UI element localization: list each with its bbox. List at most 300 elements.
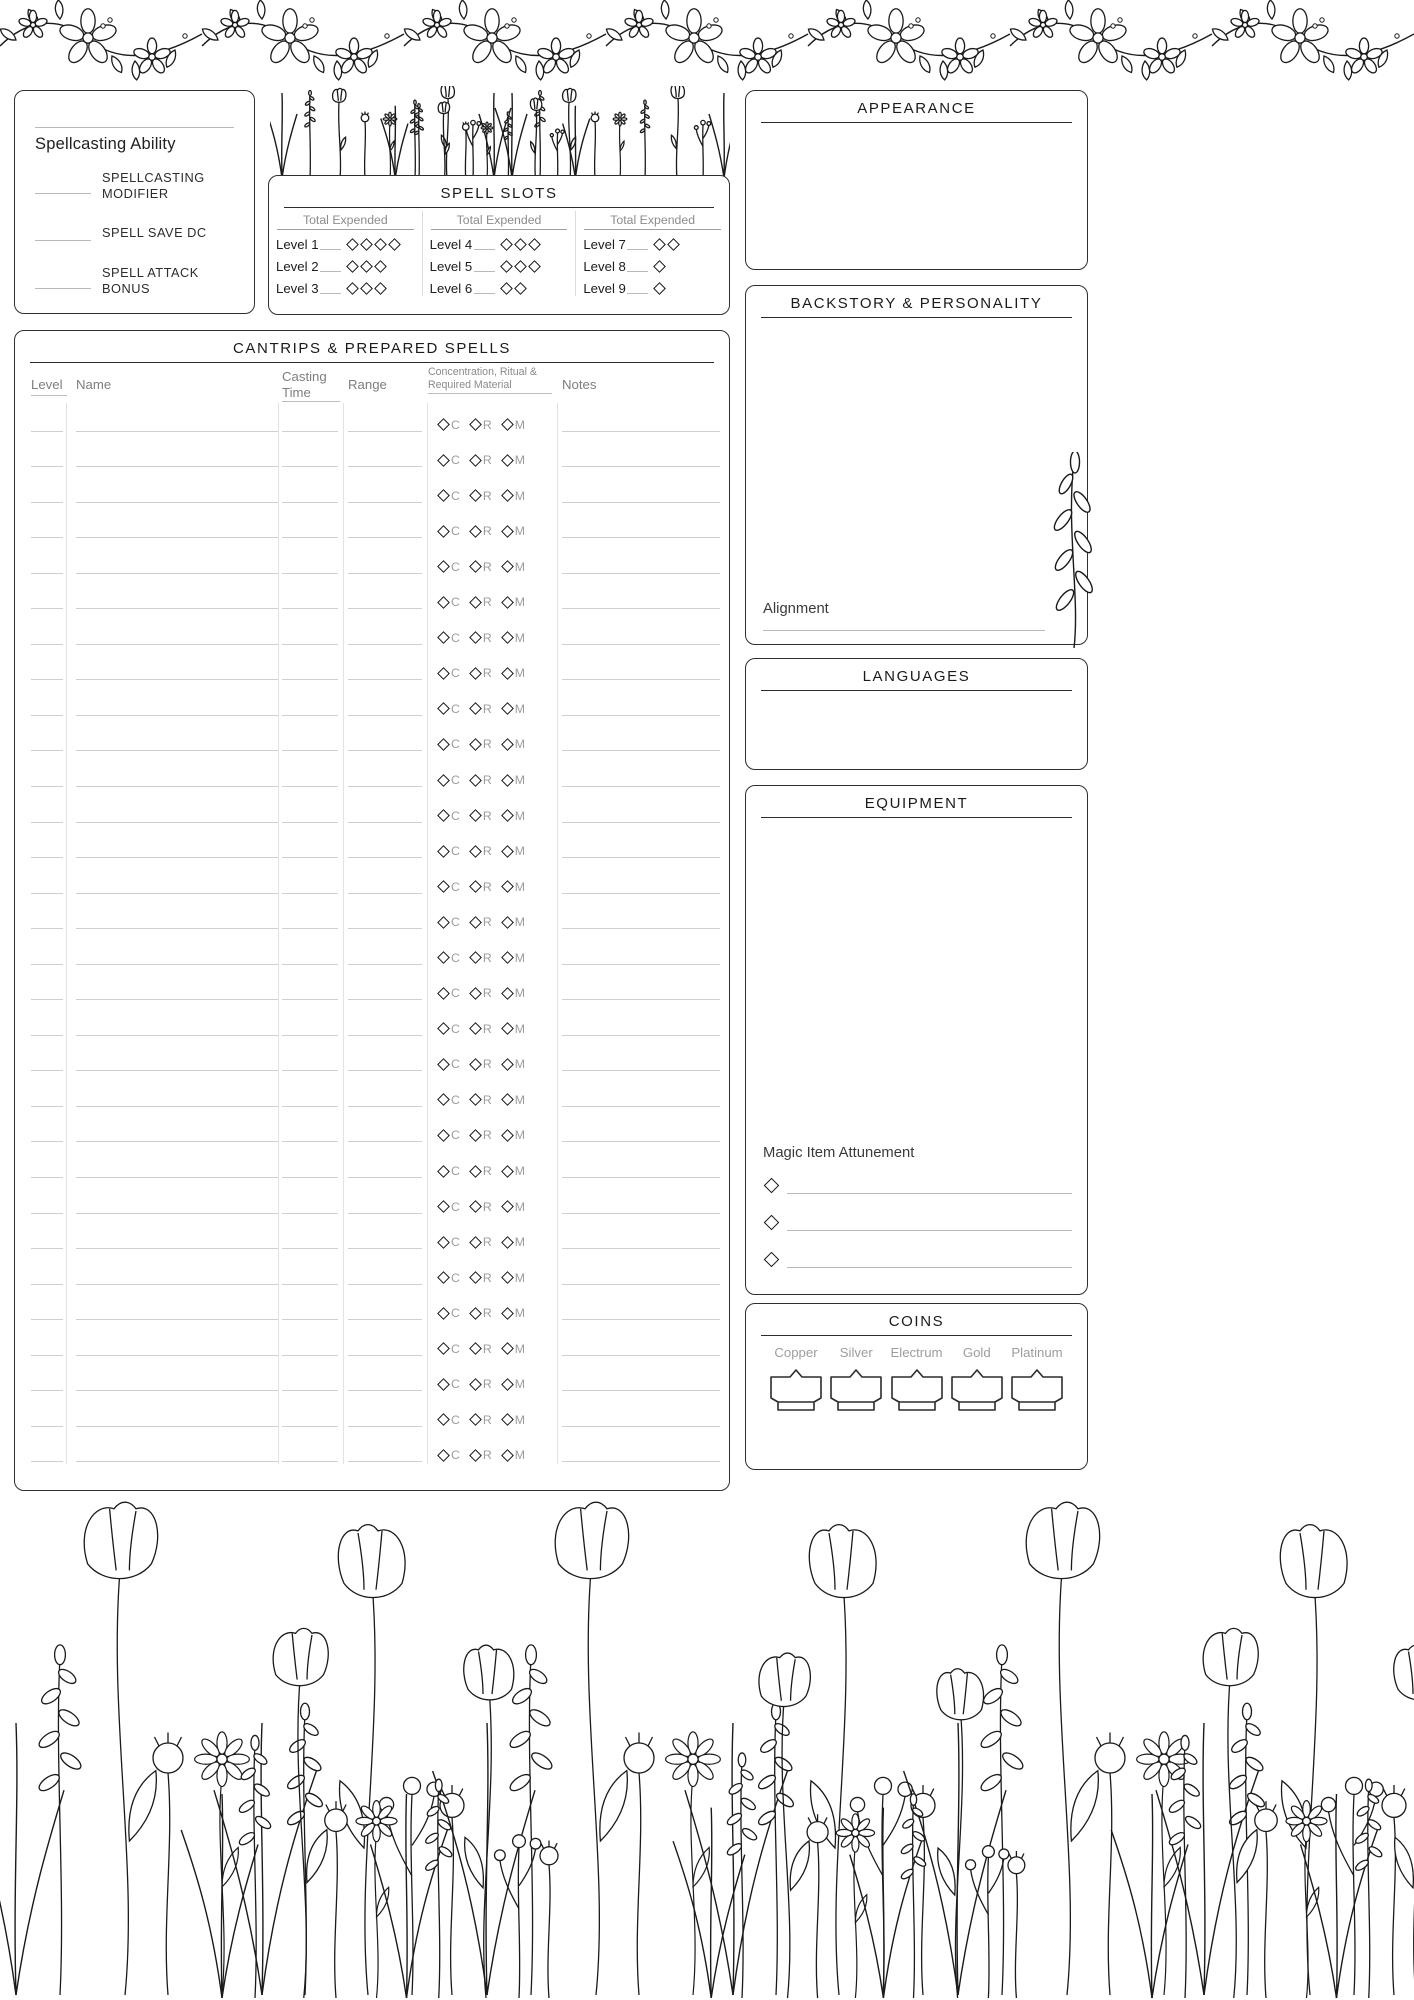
notes-input-line[interactable] — [562, 1176, 720, 1178]
ritual-checkbox[interactable] — [471, 1164, 492, 1178]
concentration-checkbox[interactable] — [439, 1271, 460, 1285]
concentration-checkbox[interactable] — [439, 737, 460, 751]
range-input-line[interactable] — [348, 1105, 422, 1107]
notes-input-line[interactable] — [562, 998, 720, 1000]
attunement-input-line[interactable] — [787, 1215, 1072, 1231]
spell-level-input-line[interactable] — [31, 749, 63, 751]
concentration-checkbox[interactable] — [439, 1306, 460, 1320]
range-input-line[interactable] — [348, 465, 422, 467]
spell-name-input-line[interactable] — [76, 1283, 278, 1285]
casting-time-input-line[interactable] — [282, 430, 338, 432]
spell-name-input-line[interactable] — [76, 1425, 278, 1427]
range-input-line[interactable] — [348, 1140, 422, 1142]
level-9-expended-line[interactable] — [627, 283, 648, 294]
material-checkbox[interactable] — [503, 1164, 525, 1178]
range-input-line[interactable] — [348, 501, 422, 503]
spell-level-input-line[interactable] — [31, 1212, 63, 1214]
alignment-label: Alignment — [763, 601, 829, 617]
casting-time-input-line[interactable] — [282, 1176, 338, 1178]
casting-time-input-line[interactable] — [282, 963, 338, 965]
concentration-checkbox[interactable] — [439, 1128, 460, 1142]
concentration-checkbox[interactable] — [439, 560, 460, 574]
notes-input-line[interactable] — [562, 643, 720, 645]
slot-diamond-icon[interactable] — [388, 238, 401, 251]
concentration-checkbox[interactable] — [439, 595, 460, 609]
ritual-checkbox[interactable] — [471, 1448, 492, 1462]
spell-name-input-line[interactable] — [76, 430, 278, 432]
material-checkbox[interactable] — [503, 1022, 525, 1036]
alignment-input-line[interactable] — [763, 630, 1045, 631]
material-checkbox[interactable] — [503, 951, 525, 965]
ritual-checkbox[interactable] — [471, 1271, 492, 1285]
ritual-checkbox[interactable] — [471, 560, 492, 574]
concentration-checkbox[interactable] — [439, 844, 460, 858]
range-input-line[interactable] — [348, 1212, 422, 1214]
slot-diamond-icon[interactable] — [528, 238, 541, 251]
material-letter: M — [514, 630, 526, 645]
attunement-diamond-checkbox[interactable] — [764, 1215, 780, 1231]
range-input-line[interactable] — [348, 1176, 422, 1178]
spell-save-dc-input-line[interactable] — [35, 225, 91, 241]
spell-name-input-line[interactable] — [76, 1105, 278, 1107]
material-checkbox[interactable] — [503, 595, 525, 609]
spell-level-input-line[interactable] — [31, 1283, 63, 1285]
notes-input-line[interactable] — [562, 714, 720, 716]
casting-time-input-line[interactable] — [282, 1318, 338, 1320]
casting-time-input-line[interactable] — [282, 998, 338, 1000]
coin-pouch-icon[interactable] — [768, 1367, 824, 1413]
level-7-expended-line[interactable] — [627, 239, 648, 250]
material-checkbox[interactable] — [503, 1128, 525, 1142]
concentration-checkbox[interactable] — [439, 1022, 460, 1036]
notes-input-line[interactable] — [562, 927, 720, 929]
range-input-line[interactable] — [348, 856, 422, 858]
slot-diamond-icon[interactable] — [514, 238, 527, 251]
spell-name-input-line[interactable] — [76, 1354, 278, 1356]
casting-time-input-line[interactable] — [282, 1212, 338, 1214]
spell-level-input-line[interactable] — [31, 1354, 63, 1356]
slot-diamond-icon[interactable] — [346, 282, 359, 295]
spell-level-input-line[interactable] — [31, 430, 63, 432]
range-input-line[interactable] — [348, 1389, 422, 1391]
ritual-checkbox[interactable] — [471, 702, 492, 716]
casting-time-input-line[interactable] — [282, 892, 338, 894]
spell-level-input-line[interactable] — [31, 963, 63, 965]
notes-input-line[interactable] — [562, 1425, 720, 1427]
spell-level-input-line[interactable] — [31, 1460, 63, 1462]
notes-input-line[interactable] — [562, 892, 720, 894]
level-1-expended-line[interactable] — [320, 239, 341, 250]
casting-time-input-line[interactable] — [282, 678, 338, 680]
spell-level-input-line[interactable] — [31, 1034, 63, 1036]
spell-level-input-line[interactable] — [31, 1318, 63, 1320]
slot-diamond-icon[interactable] — [514, 260, 527, 273]
casting-time-input-line[interactable] — [282, 1140, 338, 1142]
concentration-checkbox[interactable] — [439, 1093, 460, 1107]
material-checkbox[interactable] — [503, 631, 525, 645]
spell-level-input-line[interactable] — [31, 821, 63, 823]
casting-time-input-line[interactable] — [282, 1069, 338, 1071]
concentration-checkbox[interactable] — [439, 809, 460, 823]
concentration-checkbox[interactable] — [439, 418, 460, 432]
spell-level-input-line[interactable] — [31, 678, 63, 680]
ritual-checkbox[interactable] — [471, 1342, 492, 1356]
material-checkbox[interactable] — [503, 666, 525, 680]
material-checkbox[interactable] — [503, 453, 525, 467]
spell-name-input-line[interactable] — [76, 572, 278, 574]
material-checkbox[interactable] — [503, 1306, 525, 1320]
spell-level-input-line[interactable] — [31, 643, 63, 645]
slot-diamond-icon[interactable] — [360, 282, 373, 295]
ritual-checkbox[interactable] — [471, 951, 492, 965]
spell-name-input-line[interactable] — [76, 821, 278, 823]
slot-diamond-icon[interactable] — [653, 238, 666, 251]
level-8-expended-line[interactable] — [627, 261, 648, 272]
spellcasting-ability-input-line[interactable] — [35, 127, 234, 128]
spell-level-input-line[interactable] — [31, 1425, 63, 1427]
slot-diamond-icon[interactable] — [360, 260, 373, 273]
spell-name-input-line[interactable] — [76, 963, 278, 965]
slot-diamond-icon[interactable] — [374, 260, 387, 273]
notes-input-line[interactable] — [562, 572, 720, 574]
notes-input-line[interactable] — [562, 1069, 720, 1071]
range-input-line[interactable] — [348, 572, 422, 574]
material-checkbox[interactable] — [503, 1093, 525, 1107]
notes-input-line[interactable] — [562, 856, 720, 858]
spell-name-input-line[interactable] — [76, 1389, 278, 1391]
spell-slots-column-3 — [575, 211, 729, 296]
spell-name-input-line[interactable] — [76, 465, 278, 467]
spell-level-input-line[interactable] — [31, 1389, 63, 1391]
slot-diamond-icon[interactable] — [514, 282, 527, 295]
range-input-line[interactable] — [348, 1283, 422, 1285]
material-checkbox[interactable] — [503, 418, 525, 432]
concentration-checkbox[interactable] — [439, 1164, 460, 1178]
spell-name-input-line[interactable] — [76, 785, 278, 787]
level-6-expended-line[interactable] — [474, 283, 495, 294]
casting-time-input-line[interactable] — [282, 1105, 338, 1107]
spell-level-input-line[interactable] — [31, 1247, 63, 1249]
languages-write-area[interactable] — [756, 705, 1077, 761]
casting-time-input-line[interactable] — [282, 856, 338, 858]
ritual-checkbox[interactable] — [471, 489, 492, 503]
range-input-line[interactable] — [348, 749, 422, 751]
casting-time-input-line[interactable] — [282, 607, 338, 609]
level-4-slot-diamonds — [502, 240, 539, 249]
equipment-write-area[interactable] — [756, 832, 1077, 1134]
notes-input-line[interactable] — [562, 821, 720, 823]
concentration-checkbox[interactable] — [439, 702, 460, 716]
concentration-checkbox[interactable] — [439, 666, 460, 680]
slot-diamond-icon[interactable] — [346, 238, 359, 251]
casting-time-input-line[interactable] — [282, 1354, 338, 1356]
range-input-line[interactable] — [348, 678, 422, 680]
spell-level-input-line[interactable] — [31, 998, 63, 1000]
spell-level-input-line[interactable] — [31, 785, 63, 787]
spell-name-input-line[interactable] — [76, 1212, 278, 1214]
notes-input-line[interactable] — [562, 536, 720, 538]
range-input-line[interactable] — [348, 785, 422, 787]
spell-level-input-line[interactable] — [31, 501, 63, 503]
casting-time-input-line[interactable] — [282, 1283, 338, 1285]
spell-level-input-line[interactable] — [31, 607, 63, 609]
range-input-line[interactable] — [348, 1069, 422, 1071]
spell-level-input-line[interactable] — [31, 1140, 63, 1142]
casting-time-input-line[interactable] — [282, 1247, 338, 1249]
level-5-expended-line[interactable] — [474, 261, 495, 272]
spell-row — [15, 1398, 729, 1434]
spell-name-input-line[interactable] — [76, 643, 278, 645]
concentration-checkbox[interactable] — [439, 986, 460, 1000]
spell-name-input-line[interactable] — [76, 1247, 278, 1249]
ritual-checkbox[interactable] — [471, 844, 492, 858]
spell-name-input-line[interactable] — [76, 678, 278, 680]
concentration-checkbox[interactable] — [439, 951, 460, 965]
slot-diamond-icon[interactable] — [528, 260, 541, 273]
slot-diamond-icon[interactable] — [500, 260, 513, 273]
range-input-line[interactable] — [348, 963, 422, 965]
casting-time-input-line[interactable] — [282, 536, 338, 538]
casting-time-input-line[interactable] — [282, 749, 338, 751]
ritual-checkbox[interactable] — [471, 1200, 492, 1214]
ritual-checkbox[interactable] — [471, 1057, 492, 1071]
spell-name-input-line[interactable] — [76, 536, 278, 538]
notes-input-line[interactable] — [562, 678, 720, 680]
casting-time-input-line[interactable] — [282, 927, 338, 929]
notes-input-line[interactable] — [562, 430, 720, 432]
ritual-checkbox[interactable] — [471, 1128, 492, 1142]
notes-input-line[interactable] — [562, 1389, 720, 1391]
concentration-checkbox[interactable] — [439, 489, 460, 503]
spell-name-input-line[interactable] — [76, 856, 278, 858]
spell-name-input-line[interactable] — [76, 501, 278, 503]
material-checkbox[interactable] — [503, 1377, 525, 1391]
range-input-line[interactable] — [348, 1318, 422, 1320]
range-input-line[interactable] — [348, 1354, 422, 1356]
notes-input-line[interactable] — [562, 1354, 720, 1356]
concentration-checkbox[interactable] — [439, 1342, 460, 1356]
spell-name-input-line[interactable] — [76, 1176, 278, 1178]
material-checkbox[interactable] — [503, 489, 525, 503]
casting-time-input-line[interactable] — [282, 572, 338, 574]
concentration-letter: C — [451, 524, 460, 539]
spell-attack-bonus-input-line[interactable] — [35, 273, 91, 289]
ritual-checkbox[interactable] — [471, 418, 492, 432]
notes-input-line[interactable] — [562, 1212, 720, 1214]
slot-diamond-icon[interactable] — [374, 282, 387, 295]
range-input-line[interactable] — [348, 1425, 422, 1427]
casting-time-input-line[interactable] — [282, 643, 338, 645]
casting-time-input-line[interactable] — [282, 1460, 338, 1462]
range-input-line[interactable] — [348, 1034, 422, 1036]
concentration-checkbox[interactable] — [439, 1448, 460, 1462]
concentration-checkbox[interactable] — [439, 1413, 460, 1427]
ritual-checkbox[interactable] — [471, 809, 492, 823]
casting-time-input-line[interactable] — [282, 821, 338, 823]
spell-name-input-line[interactable] — [76, 1034, 278, 1036]
concentration-checkbox[interactable] — [439, 631, 460, 645]
range-input-line[interactable] — [348, 927, 422, 929]
slot-diamond-icon[interactable] — [360, 238, 373, 251]
spell-level-input-line[interactable] — [31, 572, 63, 574]
notes-input-line[interactable] — [562, 749, 720, 751]
spell-level-input-line[interactable] — [31, 927, 63, 929]
attunement-input-line[interactable] — [787, 1178, 1072, 1194]
notes-input-line[interactable] — [562, 1460, 720, 1462]
concentration-checkbox[interactable] — [439, 773, 460, 787]
notes-input-line[interactable] — [562, 607, 720, 609]
spell-name-input-line[interactable] — [76, 998, 278, 1000]
spell-name-input-line[interactable] — [76, 714, 278, 716]
spell-name-input-line[interactable] — [76, 749, 278, 751]
ritual-checkbox[interactable] — [471, 1022, 492, 1036]
notes-input-line[interactable] — [562, 1105, 720, 1107]
casting-time-input-line[interactable] — [282, 785, 338, 787]
material-checkbox[interactable] — [503, 702, 525, 716]
range-input-line[interactable] — [348, 998, 422, 1000]
attunement-diamond-checkbox[interactable] — [764, 1252, 780, 1268]
coin-pouch-icon[interactable] — [1009, 1367, 1065, 1413]
range-input-line[interactable] — [348, 1460, 422, 1462]
material-checkbox[interactable] — [503, 560, 525, 574]
material-checkbox[interactable] — [503, 915, 525, 929]
spell-level-input-line[interactable] — [31, 892, 63, 894]
slot-diamond-icon[interactable] — [346, 260, 359, 273]
notes-input-line[interactable] — [562, 785, 720, 787]
notes-input-line[interactable] — [562, 465, 720, 467]
concentration-checkbox[interactable] — [439, 1200, 460, 1214]
spell-level-input-line[interactable] — [31, 1105, 63, 1107]
spell-level-input-line[interactable] — [31, 714, 63, 716]
notes-input-line[interactable] — [562, 1034, 720, 1036]
spell-level-input-line[interactable] — [31, 536, 63, 538]
ritual-checkbox[interactable] — [471, 1377, 492, 1391]
material-checkbox[interactable] — [503, 1448, 525, 1462]
concentration-checkbox[interactable] — [439, 1057, 460, 1071]
level-3-slot-diamonds — [348, 284, 385, 293]
slot-diamond-icon[interactable] — [500, 282, 513, 295]
spell-level-input-line[interactable] — [31, 1069, 63, 1071]
material-checkbox[interactable] — [503, 737, 525, 751]
concentration-checkbox[interactable] — [439, 1235, 460, 1249]
level-2-expended-line[interactable] — [320, 261, 341, 272]
material-checkbox[interactable] — [503, 1342, 525, 1356]
attunement-input-line[interactable] — [787, 1252, 1072, 1268]
slot-diamond-icon[interactable] — [500, 238, 513, 251]
spell-name-input-line[interactable] — [76, 1140, 278, 1142]
material-checkbox[interactable] — [503, 773, 525, 787]
range-input-line[interactable] — [348, 821, 422, 823]
slot-diamond-icon[interactable] — [653, 260, 666, 273]
coin-pouch-icon[interactable] — [889, 1367, 945, 1413]
notes-input-line[interactable] — [562, 1318, 720, 1320]
spellcasting-modifier-input-line[interactable] — [35, 178, 91, 194]
notes-input-line[interactable] — [562, 1140, 720, 1142]
notes-input-line[interactable] — [562, 501, 720, 503]
casting-time-input-line[interactable] — [282, 1034, 338, 1036]
ritual-checkbox[interactable] — [471, 737, 492, 751]
notes-input-line[interactable] — [562, 963, 720, 965]
casting-time-input-line[interactable] — [282, 501, 338, 503]
casting-time-input-line[interactable] — [282, 1425, 338, 1427]
ritual-checkbox[interactable] — [471, 631, 492, 645]
material-checkbox[interactable] — [503, 880, 525, 894]
concentration-checkbox[interactable] — [439, 524, 460, 538]
range-input-line[interactable] — [348, 892, 422, 894]
concentration-checkbox[interactable] — [439, 880, 460, 894]
material-checkbox[interactable] — [503, 1235, 525, 1249]
ritual-checkbox[interactable] — [471, 1413, 492, 1427]
material-checkbox[interactable] — [503, 1413, 525, 1427]
ritual-checkbox[interactable] — [471, 1235, 492, 1249]
spell-name-input-line[interactable] — [76, 1069, 278, 1071]
level-4-expended-line[interactable] — [474, 239, 495, 250]
range-input-line[interactable] — [348, 430, 422, 432]
attunement-diamond-checkbox[interactable] — [764, 1178, 780, 1194]
range-input-line[interactable] — [348, 1247, 422, 1249]
slot-row-level-2 — [276, 259, 415, 274]
concentration-checkbox[interactable] — [439, 1377, 460, 1391]
slot-diamond-icon[interactable] — [653, 282, 666, 295]
spell-level-input-line[interactable] — [31, 1176, 63, 1178]
ritual-checkbox[interactable] — [471, 453, 492, 467]
ritual-checkbox[interactable] — [471, 880, 492, 894]
level-3-expended-line[interactable] — [320, 283, 341, 294]
material-checkbox[interactable] — [503, 1200, 525, 1214]
spell-name-input-line[interactable] — [76, 927, 278, 929]
appearance-write-area[interactable] — [756, 137, 1077, 261]
ritual-checkbox[interactable] — [471, 595, 492, 609]
material-checkbox[interactable] — [503, 1057, 525, 1071]
material-checkbox[interactable] — [503, 986, 525, 1000]
range-input-line[interactable] — [348, 643, 422, 645]
spellcasting-modifier-field — [35, 170, 234, 201]
material-checkbox[interactable] — [503, 844, 525, 858]
material-checkbox[interactable] — [503, 1271, 525, 1285]
ritual-checkbox[interactable] — [471, 666, 492, 680]
ritual-checkbox[interactable] — [471, 1093, 492, 1107]
ritual-checkbox[interactable] — [471, 915, 492, 929]
material-checkbox[interactable] — [503, 524, 525, 538]
ritual-checkbox[interactable] — [471, 986, 492, 1000]
spell-name-input-line[interactable] — [76, 1460, 278, 1462]
slot-diamond-icon[interactable] — [374, 238, 387, 251]
slot-diamond-icon[interactable] — [667, 238, 680, 251]
material-checkbox[interactable] — [503, 809, 525, 823]
spell-level-input-line[interactable] — [31, 856, 63, 858]
concentration-checkbox[interactable] — [439, 453, 460, 467]
concentration-checkbox[interactable] — [439, 915, 460, 929]
ritual-checkbox[interactable] — [471, 1306, 492, 1320]
casting-time-input-line[interactable] — [282, 1389, 338, 1391]
coin-pouch-icon[interactable] — [828, 1367, 884, 1413]
range-input-line[interactable] — [348, 714, 422, 716]
notes-input-line[interactable] — [562, 1283, 720, 1285]
casting-time-input-line[interactable] — [282, 714, 338, 716]
spell-name-input-line[interactable] — [76, 1318, 278, 1320]
range-input-line[interactable] — [348, 536, 422, 538]
range-input-line[interactable] — [348, 607, 422, 609]
backstory-write-area[interactable] — [756, 332, 1077, 584]
spell-name-input-line[interactable] — [76, 892, 278, 894]
ritual-checkbox[interactable] — [471, 773, 492, 787]
ritual-checkbox[interactable] — [471, 524, 492, 538]
notes-input-line[interactable] — [562, 1247, 720, 1249]
casting-time-input-line[interactable] — [282, 465, 338, 467]
spell-name-input-line[interactable] — [76, 607, 278, 609]
spell-level-input-line[interactable] — [31, 465, 63, 467]
coin-pouch-icon[interactable] — [949, 1367, 1005, 1413]
